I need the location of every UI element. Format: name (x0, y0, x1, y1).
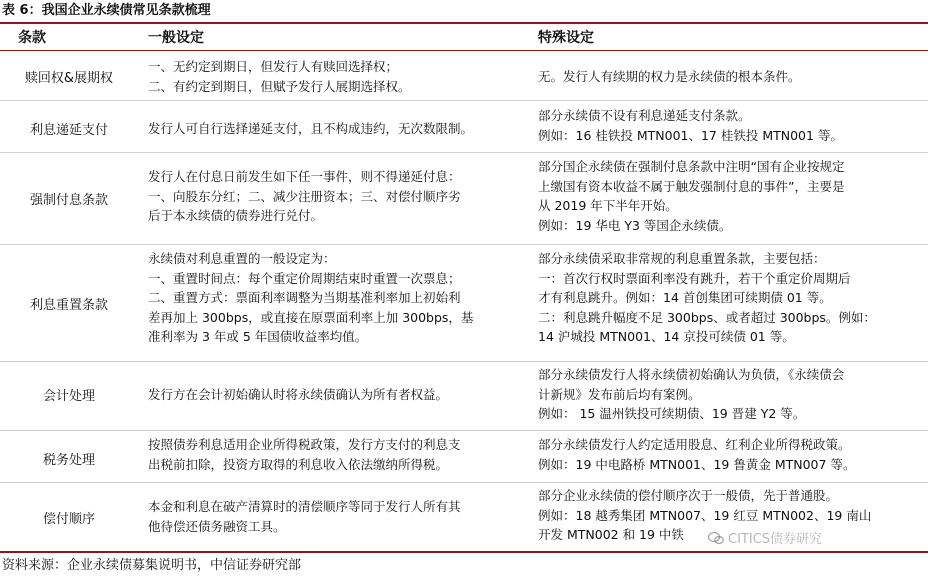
table-title: 表 6：我国企业永续债常见条款梳理 (2, 3, 211, 18)
general-line: 一、向股东分红；二、减少注册资本；三、对偿付顺序劣 (148, 188, 461, 204)
general-line: 本金和利息在破产清算时的清偿顺序等同于发行人所有其 (148, 499, 461, 514)
general-line: 出税前扣除，投资方取得的利息收入依法缴纳所得税。 (148, 456, 449, 472)
special-line: 从 2019 年下半年开始。 (538, 198, 678, 214)
special-line: 一：首次行权时票面利率没有跳升，若干个重定价周期后 (538, 270, 851, 286)
row-separator (0, 244, 928, 245)
general-line: 一、无约定到期日，但发行人有赎回选择权； (148, 59, 399, 74)
general-line: 准利率为 3 年或 5 年国债收益率均值。 (148, 329, 368, 345)
header-general: 一般设定 (148, 30, 204, 46)
special-line: 部分永续债不设有利息递延支付条款。 (538, 108, 751, 123)
general-line: 二、重置方式：票面利率调整为当期基准利率加上初始利 (148, 290, 461, 306)
term-cell: 利息重置条款 (29, 298, 108, 313)
header-rule (0, 50, 928, 51)
special-cell (538, 249, 876, 347)
special-line: 例如：18 越秀集团 MTN007、19 红豆 MTN002、19 南山 (538, 507, 872, 523)
header-special: 特殊设定 (538, 30, 594, 46)
special-line: 例如：16 桂铁投 MTN001、17 桂铁投 MTN001 等。 (538, 127, 843, 143)
row-separator (0, 430, 928, 431)
special-line: 例如： 15 温州铁投可续期债、19 晋建 Y2 等。 (538, 406, 806, 422)
general-cell (148, 119, 473, 139)
special-cell (538, 67, 801, 87)
special-line: 无。发行人有续期的权力是永续债的根本条件。 (538, 69, 801, 84)
special-line: 才有利息跳升。例如：14 首创集团可续期债 01 等。 (538, 290, 832, 306)
term-cell: 偿付顺序 (42, 512, 95, 527)
general-line: 后于本永续债的债券进行兑付。 (148, 208, 324, 224)
general-line: 发行人可自行选择递延支付，且不构成违约，无次数限制。 (148, 121, 474, 136)
special-cell (538, 157, 844, 235)
general-line: 永续债对利息重置的一般设定为： (148, 251, 336, 266)
general-line: 一、重置时间点：每个重定价周期结束时重置一次票息； (148, 270, 461, 286)
term-cell: 会计处理 (42, 389, 95, 404)
special-line: 部分国企永续债在强制付息条款中注明“国有企业按规定 (538, 159, 845, 174)
special-line: 上缴国有资本收益不属于触发强制付息的事件”，主要是 (538, 178, 845, 194)
special-line: 部分永续债采取非常规的利息重置条款，主要包括： (538, 251, 826, 266)
special-line: 部分永续债发行人约定适用股息、红利企业所得税政策。 (538, 437, 851, 452)
term-cell: 强制付息条款 (29, 193, 108, 208)
term-cell: 税务处理 (42, 453, 95, 468)
row-separator (0, 482, 928, 483)
general-line: 发行方在会计初始确认时将永续债确认为所有者权益。 (148, 387, 449, 402)
general-line: 发行人在付息日前发生如下任一事件，则不得递延付息： (148, 169, 461, 184)
special-line: 14 沪城投 MTN001、14 京投可续债 01 等。 (538, 329, 795, 345)
special-line: 部分企业永续债的偿付顺序次于一般债，先于普通股。 (538, 488, 839, 503)
general-line: 差再加上 300bps，或直接在原票面利率上加 300bps，基 (148, 309, 474, 325)
special-line: 开发 MTN002 和 19 中铁 (538, 527, 684, 543)
watermark (708, 528, 822, 547)
general-line: 他待偿还债务融资工具。 (148, 518, 286, 534)
general-cell (148, 497, 461, 536)
term-cell: 赎回权&展期权 (24, 71, 114, 86)
source-note: 资料来源：企业永续债募集说明书，中信证券研究部 (2, 558, 302, 573)
row-separator (0, 100, 928, 101)
row-separator (0, 361, 928, 362)
general-cell (148, 435, 461, 474)
top-rule (0, 22, 928, 24)
general-cell (148, 385, 448, 405)
special-cell (538, 435, 855, 474)
general-cell (148, 57, 411, 96)
term-cell: 利息递延支付 (29, 123, 108, 138)
wechat-icon (708, 531, 724, 545)
special-cell (538, 365, 844, 424)
special-line: 计新规》发布前后均有案例。 (538, 386, 701, 402)
bottom-rule (0, 551, 928, 553)
watermark-text: CITICS债券研究 (728, 532, 823, 547)
general-line: 二、有约定到期日，但赋予发行人展期选择权。 (148, 78, 411, 94)
general-cell (148, 249, 473, 347)
special-line: 部分永续债发行人将永续债初始确认为负债，《永续债会 (538, 367, 845, 382)
row-separator (0, 152, 928, 153)
special-cell (538, 106, 843, 145)
general-line: 按照债券利息适用企业所得税政策，发行方支付的利息支 (148, 437, 461, 452)
special-line: 二：利息跳升幅度不足 300bps、或者超过 300bps。例如： (538, 309, 876, 325)
special-line: 例如：19 中电路桥 MTN001、19 鲁黄金 MTN007 等。 (538, 456, 856, 472)
general-cell (148, 167, 461, 226)
special-line: 例如：19 华电 Y3 等国企永续债。 (538, 217, 732, 233)
header-term: 条款 (18, 30, 46, 46)
